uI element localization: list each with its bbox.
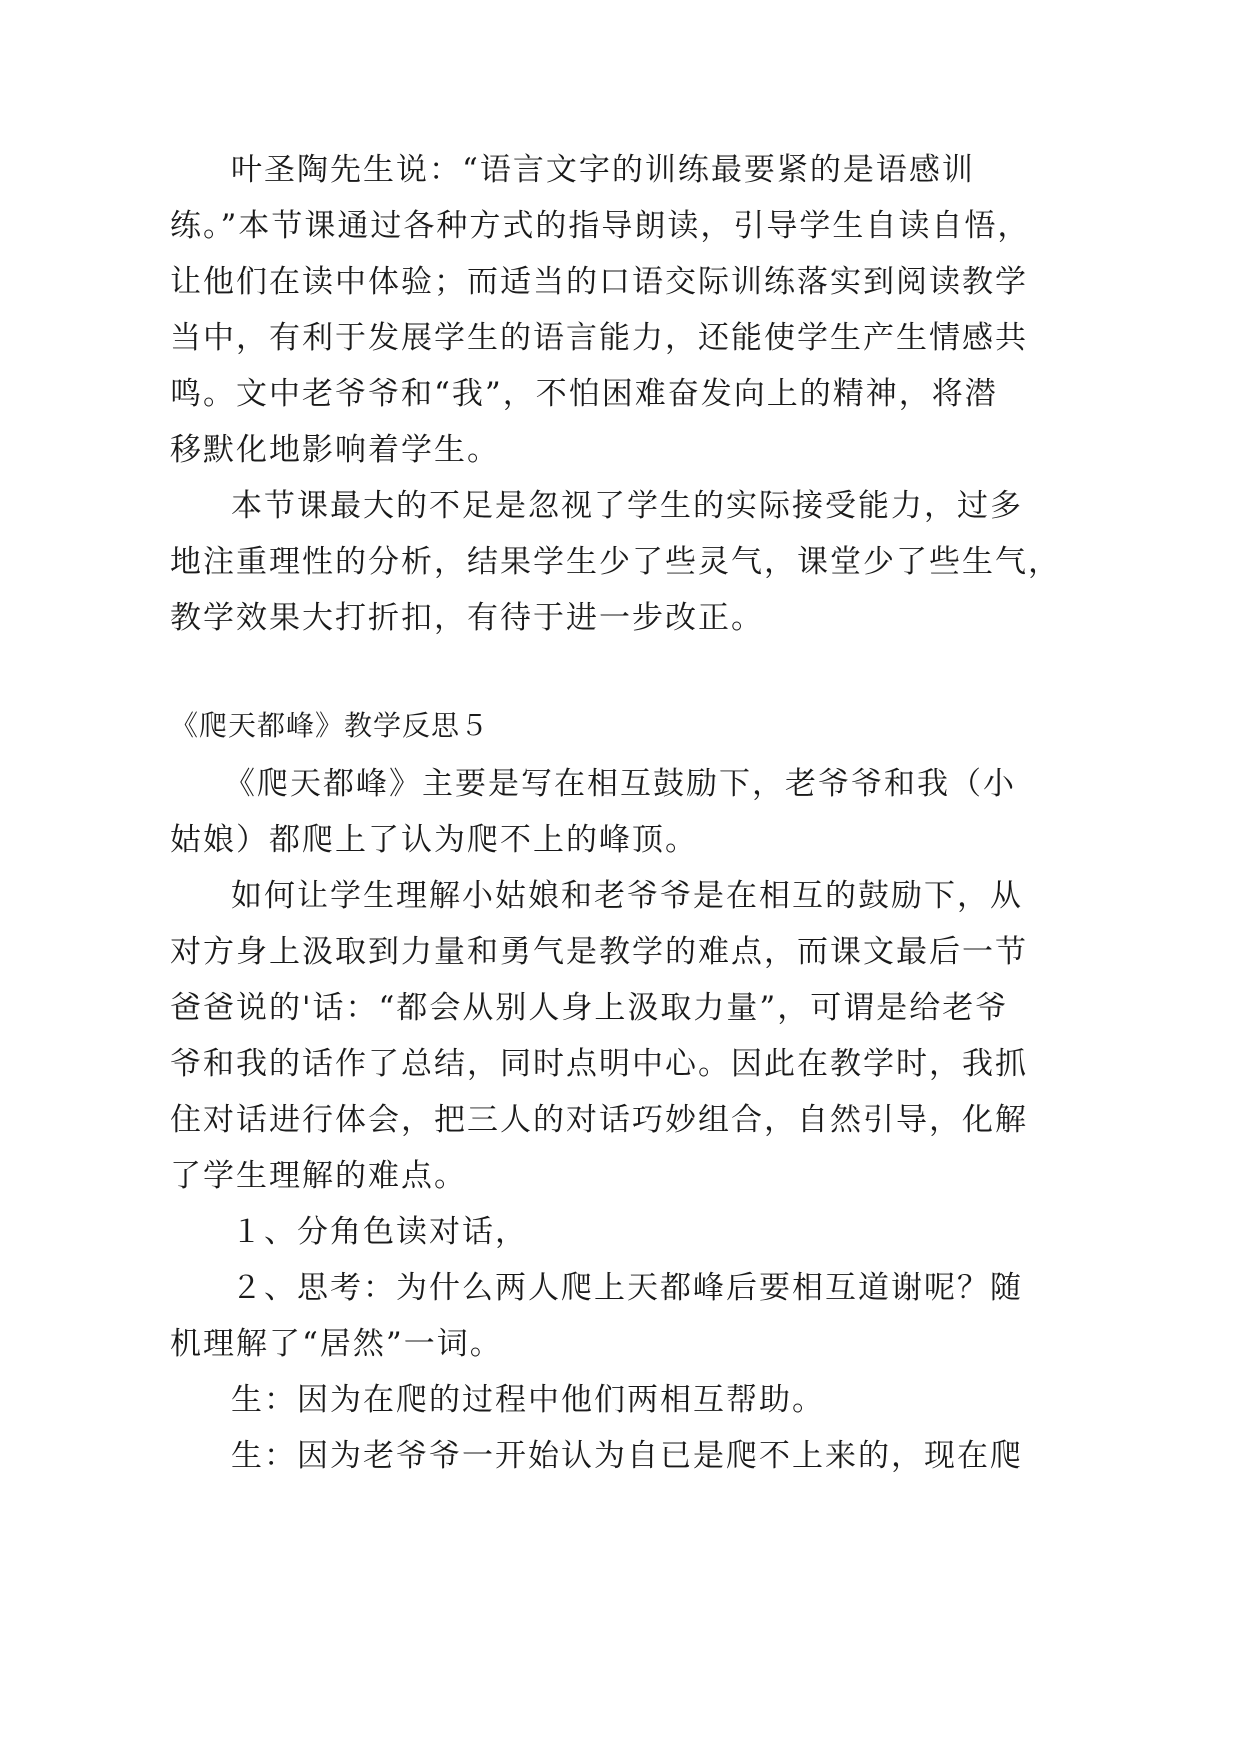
- paragraph-1-line-5: 鸣。文中老爷爷和“我”，不怕困难奋发向上的精神，将潜: [170, 376, 998, 412]
- section-paragraph-1-line-2: 姑娘）都爬上了认为爬不上的峰顶。: [170, 822, 698, 858]
- section-paragraph-2-line-1: 如何让学生理解小姑娘和老爷爷是在相互的鼓励下，从: [231, 878, 1023, 914]
- paragraph-1-line-1: 叶圣陶先生说：“语言文字的训练最要紧的是语感训: [231, 152, 975, 188]
- student-answer-1: 生：因为在爬的过程中他们两相互帮助。: [231, 1382, 825, 1418]
- paragraph-2-line-3: 教学效果大打折扣，有待于进一步改正。: [170, 600, 764, 636]
- paragraph-2-line-2: 地注重理性的分析，结果学生少了些灵气，课堂少了些生气，: [170, 544, 1061, 580]
- paragraph-1-line-6: 移默化地影响着学生。: [170, 432, 500, 468]
- section-paragraph-2-line-4: 爷和我的话作了总结，同时点明中心。因此在教学时，我抓: [170, 1046, 1028, 1082]
- section-paragraph-2-line-6: 了学生理解的难点。: [170, 1158, 467, 1194]
- section-paragraph-1-line-1: 《爬天都峰》主要是写在相互鼓励下，老爷爷和我（小: [224, 766, 1016, 802]
- student-answer-2: 生：因为老爷爷一开始认为自已是爬不上来的，现在爬: [231, 1438, 1023, 1474]
- section-paragraph-2-line-3: 爸爸说的'话：“都会从别人身上汲取力量”，可谓是给老爷: [170, 990, 1009, 1026]
- paragraph-1-line-4: 当中，有利于发展学生的语言能力，还能使学生产生情感共: [170, 320, 1028, 356]
- paragraph-1-line-3: 让他们在读中体验；而适当的口语交际训练落实到阅读教学: [170, 264, 1028, 300]
- section-title: 《爬天都峰》教学反思５: [170, 709, 490, 742]
- list-item-1: １、分角色读对话，: [231, 1214, 528, 1250]
- list-item-2-line-1: ２、思考：为什么两人爬上天都峰后要相互道谢呢？随: [231, 1270, 1023, 1306]
- paragraph-2-line-1: 本节课最大的不足是忽视了学生的实际接受能力，过多: [231, 488, 1023, 524]
- section-paragraph-2-line-5: 住对话进行体会，把三人的对话巧妙组合，自然引导，化解: [170, 1102, 1028, 1138]
- list-item-2-line-2: 机理解了“居然”一词。: [170, 1326, 503, 1362]
- paragraph-1-line-2: 练。”本节课通过各种方式的指导朗读，引导学生自读自悟，: [170, 208, 1031, 244]
- section-paragraph-2-line-2: 对方身上汲取到力量和勇气是教学的难点，而课文最后一节: [170, 934, 1028, 970]
